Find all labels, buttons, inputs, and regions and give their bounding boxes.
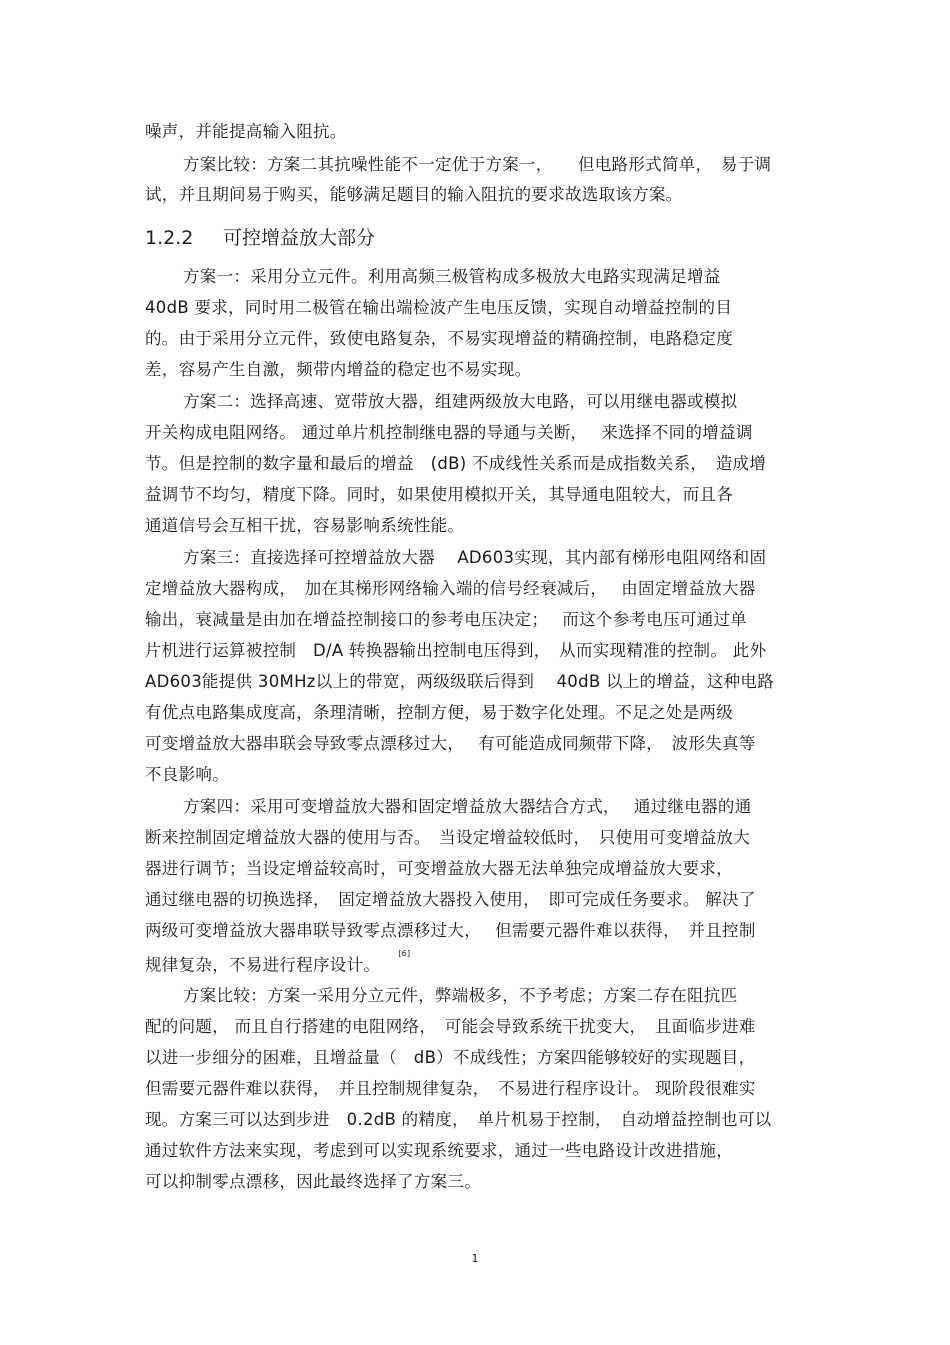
text-line: 可变增益放大器串联会导致零点漂移过大， 有可能造成同频带下降， 波形失真等	[145, 734, 756, 753]
text-line: AD603能提供 30MHz以上的带宽，两级级联后得到 40dB 以上的增益，这种电路	[145, 672, 775, 691]
text-line: 试，并且期间易于购买，能够满足题目的输入阻抗的要求故选取该方案。	[145, 185, 683, 204]
text-run: 规律复杂，不易进行程序设计。	[145, 955, 381, 975]
text-line: 差，容易产生自激，频带内增益的稳定也不易实现。	[145, 360, 532, 379]
text-line: 方案三：直接选择可控增益放大器 AD603实现，其内部有梯形电阻网络和固	[183, 548, 767, 567]
text-line: 两级可变增益放大器串联导致零点漂移过大， 但需要元器件难以获得， 并且控制	[145, 921, 756, 940]
text-line: 片机进行运算被控制 D/A 转换器输出控制电压得到， 从而实现精准的控制。 此外	[145, 641, 767, 660]
text-line: 开关构成电阻网络。 通过单片机控制继电器的导通与关断， 来选择不同的增益调	[145, 423, 753, 442]
text-line: 噪声，并能提高输入阻抗。	[145, 122, 347, 141]
text-line: 有优点电路集成度高，条理清晰，控制方便，易于数字化处理。不足之处是两级	[145, 703, 733, 722]
text-line: 40dB 要求，同时用二极管在输出端检波产生电压反馈，实现自动增益控制的目	[145, 298, 733, 317]
text-line: 通过软件方法来实现，考虑到可以实现系统要求，通过一些电路设计改进措施，	[145, 1141, 733, 1160]
text-line: 可以抑制零点漂移，因此最终选择了方案三。	[145, 1172, 481, 1191]
text-line: 方案一：采用分立元件。利用高频三极管构成多极放大电路实现满足增益	[183, 267, 721, 286]
text-line: 益调节不均匀，精度下降。同时，如果使用模拟开关，其导通电阻较大，而且各	[145, 485, 733, 504]
text-line: 方案四：采用可变增益放大器和固定增益放大器结合方式， 通过继电器的通	[183, 797, 752, 816]
text-line: 但需要元器件难以获得， 并且控制规律复杂， 不易进行程序设计。 现阶段很难实	[145, 1079, 756, 1098]
text-line: 通道信号会互相干扰，容易影响系统性能。	[145, 516, 465, 535]
section-title: 可控增益放大部分	[223, 227, 376, 249]
text-line: 输出，衰减量是由加在增益控制接口的参考电压决定； 而这个参考电压可通过单	[145, 610, 748, 629]
text-line: 以进一步细分的困难，且增益量（ dB）不成线性；方案四能够较好的实现题目，	[145, 1048, 756, 1067]
citation-ref: [6]	[398, 949, 411, 958]
text-line: 配的问题， 而且自行搭建的电阻网络， 可能会导致系统干扰变大， 且面临步进难	[145, 1017, 756, 1036]
page-number: 1	[471, 1252, 479, 1265]
text-line: 断来控制固定增益放大器的使用与否。 当设定增益较低时， 只使用可变增益放大	[145, 828, 751, 847]
section-heading	[145, 226, 375, 250]
text-line	[145, 951, 807, 977]
text-line: 现。方案三可以达到步进 0.2dB 的精度， 单片机易于控制， 自动增益控制也可以	[145, 1110, 772, 1129]
text-line: 器进行调节；当设定增益较高时，可变增益放大器无法单独完成增益放大要求，	[145, 859, 733, 878]
text-line: 方案二：选择高速、宽带放大器，组建两级放大电路，可以用继电器或模拟	[183, 392, 738, 411]
text-line: 方案比较：方案二其抗噪性能不一定优于方案一， 但电路形式简单， 易于调	[183, 155, 772, 174]
text-line: 不良影响。	[145, 765, 229, 784]
text-line: 定增益放大器构成， 加在其梯形网络输入端的信号经衰减后， 由固定增益放大器	[145, 579, 756, 598]
text-line: 方案比较：方案一采用分立元件，弊端极多，不予考虑；方案二存在阻抗匹	[183, 986, 738, 1005]
text-line: 的。由于采用分立元件，致使电路复杂，不易实现增益的精确控制，电路稳定度	[145, 329, 733, 348]
section-number: 1.2.2	[145, 227, 194, 249]
text-line: 通过继电器的切换选择， 固定增益放大器投入使用， 即可完成任务要求。 解决了	[145, 890, 756, 909]
text-line: 节。但是控制的数字量和最后的增益 (dB) 不成线性关系而是成指数关系， 造成增	[145, 454, 767, 473]
